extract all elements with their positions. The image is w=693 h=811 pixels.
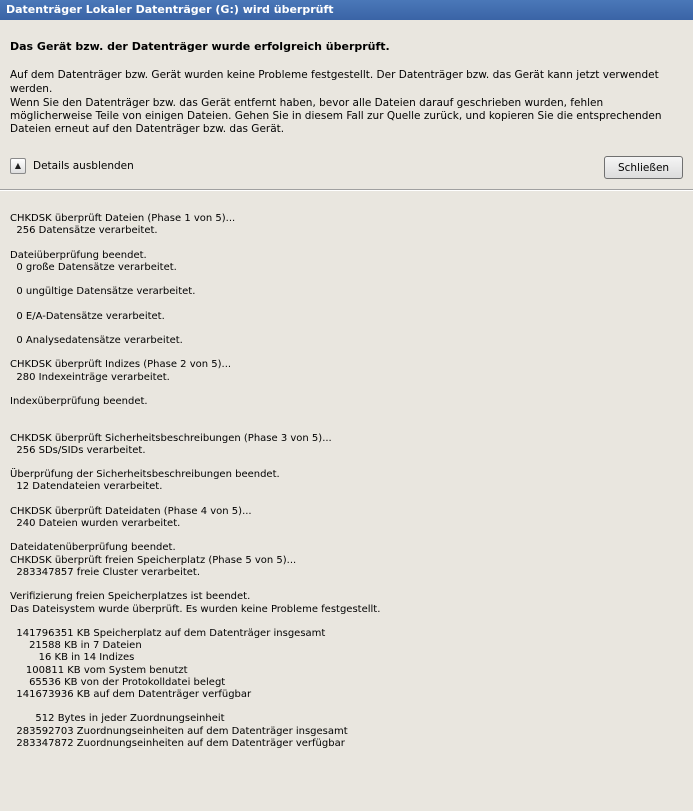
chkdsk-log: CHKDSK überprüft Dateien (Phase 1 von 5)... 256 Datensätze verarbeitet. Dateiüberprüfung beendet. 0 große Datensätze verarbeitet. 0 ungültige Datensätze verarbeitet. 0 E/A-Datensätze verarbeitet. 0 Analysedatensätze verarbeitet. CHKDSK überprüft Indizes (Phase 2 von 5)... 280 Indexeinträge verarbeitet. Indexüberprüfung beendet. CHKDSK überprüft Sicherheitsbeschreibungen (Phase 3 von 5)... 256 SDs/SIDs verarbeitet. Überprüfung der Sicherheitsbeschreibungen beendet. 12 Datendateien verarbeitet. CHKDSK überprüft Dateidaten (Phase 4 von 5)... 240 Dateien wurden verarbeitet. Dateidatenüberprüfung beendet. CHKDSK überprüft freien Speicherplatz (Phase 5 von 5)... 283347857 freie Cluster verarbeitet. Verifizierung freien Speicherplatzes ist beendet. Das Dateisystem wurde überprüft. Es wurden keine Probleme festgestellt. 141796351 KB Speicherplatz auf dem Datenträger insgesamt 21588 KB in 7 Dateien 16 KB in 14 Indizes 100811 KB vom System benutzt 65536 KB von der Protokolldatei belegt 141673936 KB auf dem Datenträger verfügbar 512 Bytes in jeder Zuordnungseinheit 283592703 Zuordnungseinheiten auf dem Datenträger insgesamt 283347872 Zuordnungseinheiten auf dem Datenträger verfügbar xyxy=(10,213,381,749)
details-toggle-label: Details ausblenden xyxy=(33,160,134,172)
result-message: Auf dem Datenträger bzw. Gerät wurden keine Probleme festgestellt. Der Datenträger bzw. das Gerät kann jetzt verwendet werden. xyxy=(10,69,659,95)
divider xyxy=(0,189,693,191)
details-toggle[interactable] xyxy=(10,157,134,175)
window-title-bar[interactable] xyxy=(0,0,693,20)
window-title: Datenträger Lokaler Datenträger (G:) wird überprüft xyxy=(6,3,334,16)
result-heading: Das Gerät bzw. der Datenträger wurde erfolgreich überprüft. xyxy=(10,40,390,53)
removal-warning: Wenn Sie den Datenträger bzw. das Gerät entfernt haben, bevor alle Dateien darauf geschrieben wurden, fehlen möglicherweise Teile von einigen Dateien. Gehen Sie in diesem Fall zur Quelle zurück, und kopieren Sie die entsprechenden Dateien erneut auf den Datenträger bzw. das Gerät. xyxy=(10,97,662,135)
chevron-up-icon[interactable]: ▲ xyxy=(10,158,26,174)
close-button[interactable]: Schließen xyxy=(604,156,683,179)
dialog-content xyxy=(0,20,693,811)
